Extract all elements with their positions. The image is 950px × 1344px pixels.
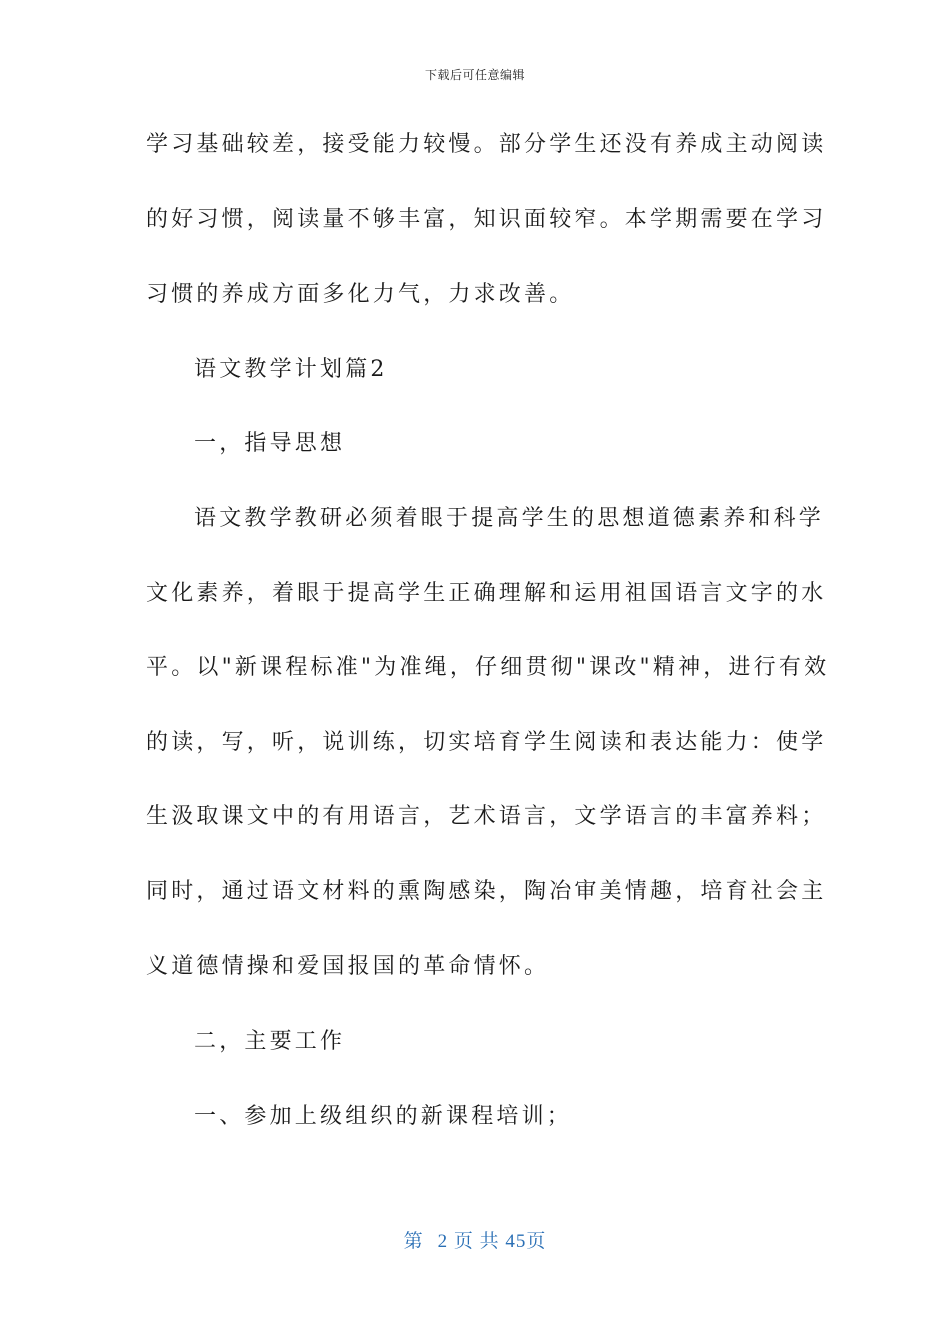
section-heading: 一，指导思想 xyxy=(194,431,346,456)
footer-middle: 页 共 xyxy=(453,1231,500,1252)
section-title: 语文教学计划篇2 xyxy=(194,357,388,382)
body-line: 的读，写，听，说训练，切实培育学生阅读和表达能力：使学 xyxy=(146,730,827,755)
list-item: 一、参加上级组织的新课程培训； xyxy=(194,1104,573,1129)
body-line: 平。以"新课程标准"为准绳，仔细贯彻"课改"精神，进行有效 xyxy=(146,655,830,680)
body-line: 学习基础较差，接受能力较慢。部分学生还没有养成主动阅读 xyxy=(146,132,827,157)
footer-prefix: 第 xyxy=(403,1231,424,1252)
footer-total-pages: 45 xyxy=(505,1231,527,1252)
page-number-footer xyxy=(0,1226,950,1253)
body-line: 生汲取课文中的有用语言，艺术语言，文学语言的丰富养料； xyxy=(146,804,827,829)
body-line: 同时，通过语文材料的熏陶感染，陶冶审美情趣，培育社会主 xyxy=(146,879,827,904)
body-line: 语文教学教研必须着眼于提高学生的思想道德素养和科学 xyxy=(194,506,825,531)
body-line: 文化素养，着眼于提高学生正确理解和运用祖国语言文字的水 xyxy=(146,581,827,606)
page-header-note: 下载后可任意编辑 xyxy=(424,68,525,82)
body-line: 的好习惯，阅读量不够丰富，知识面较窄。本学期需要在学习 xyxy=(146,207,827,232)
body-line: 义道德情操和爱国报国的革命情怀。 xyxy=(146,954,550,979)
footer-current-page: 2 xyxy=(437,1231,449,1252)
section-heading: 二，主要工作 xyxy=(194,1029,346,1054)
footer-suffix: 页 xyxy=(526,1231,547,1252)
body-line: 习惯的养成方面多化力气，力求改善。 xyxy=(146,282,575,307)
